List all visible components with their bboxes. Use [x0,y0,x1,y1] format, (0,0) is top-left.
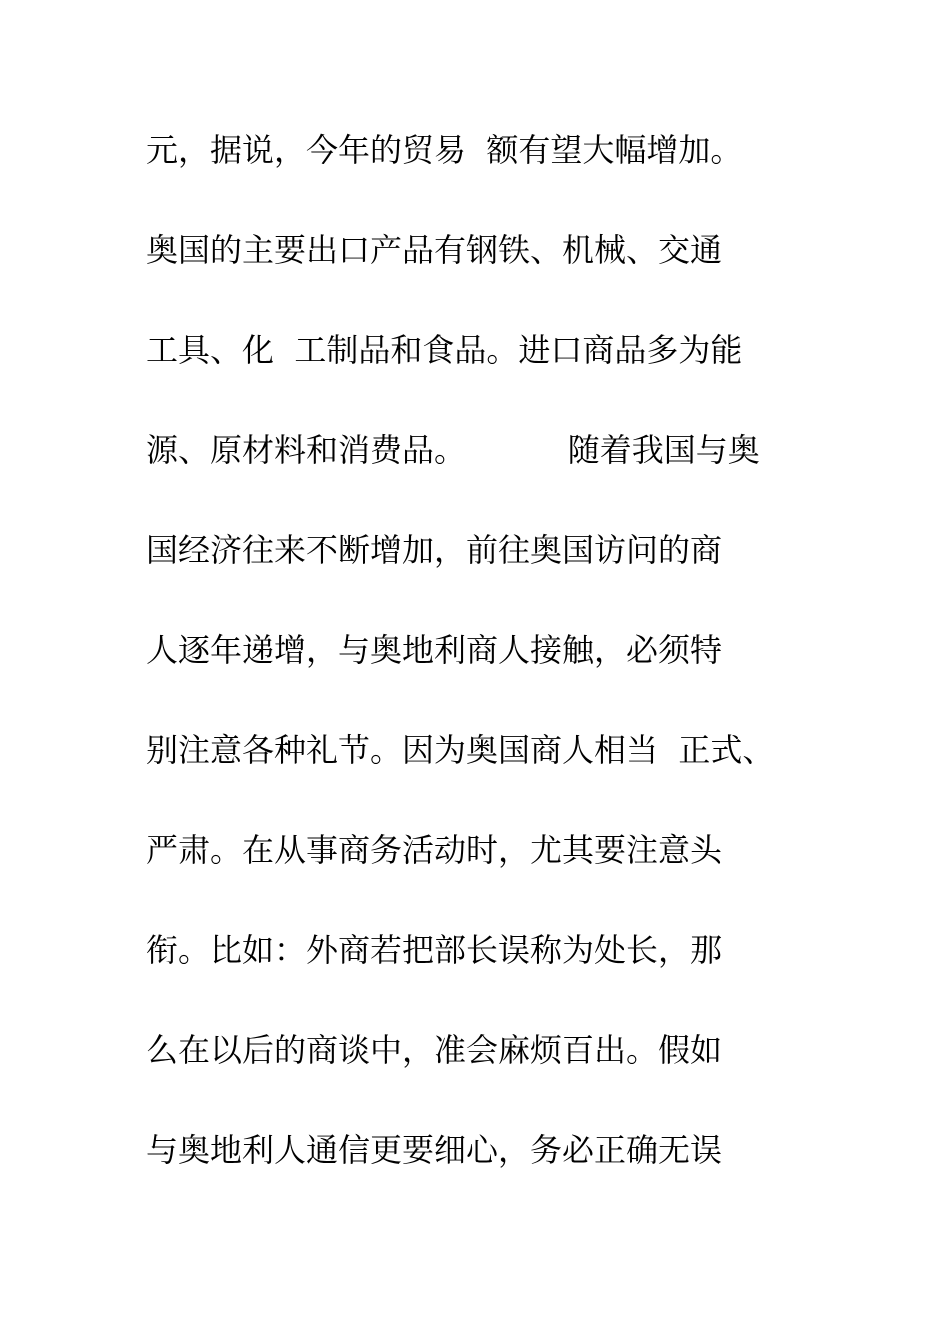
paragraph-line: 严肃。在从事商务活动时，尤其要注意头 [146,831,723,869]
paragraph-line: 别注意各种礼节。因为奥国商人相当 正式、 [146,731,775,769]
paragraph-line: 么在以后的商谈中，准会麻烦百出。假如 [146,1031,723,1069]
paragraph-line: 工具、化 工制品和食品。进口商品多为能 [146,331,743,369]
paragraph-line: 奥国的主要出口产品有钢铁、机械、交通 [146,231,723,269]
paragraph-line: 元，据说，今年的贸易 额有望大幅增加。 [146,131,743,169]
paragraph-line: 与奥地利人通信更要细心，务必正确无误 [146,1131,723,1169]
paragraph-line: 国经济往来不断增加，前往奥国访问的商 [146,531,723,569]
paragraph-line: 源、原材料和消费品。 随着我国与奥 [146,431,760,469]
paragraph-line: 衔。比如：外商若把部长误称为处长，那 [146,931,723,969]
paragraph-line: 人逐年递增，与奥地利商人接触，必须特 [146,631,723,669]
